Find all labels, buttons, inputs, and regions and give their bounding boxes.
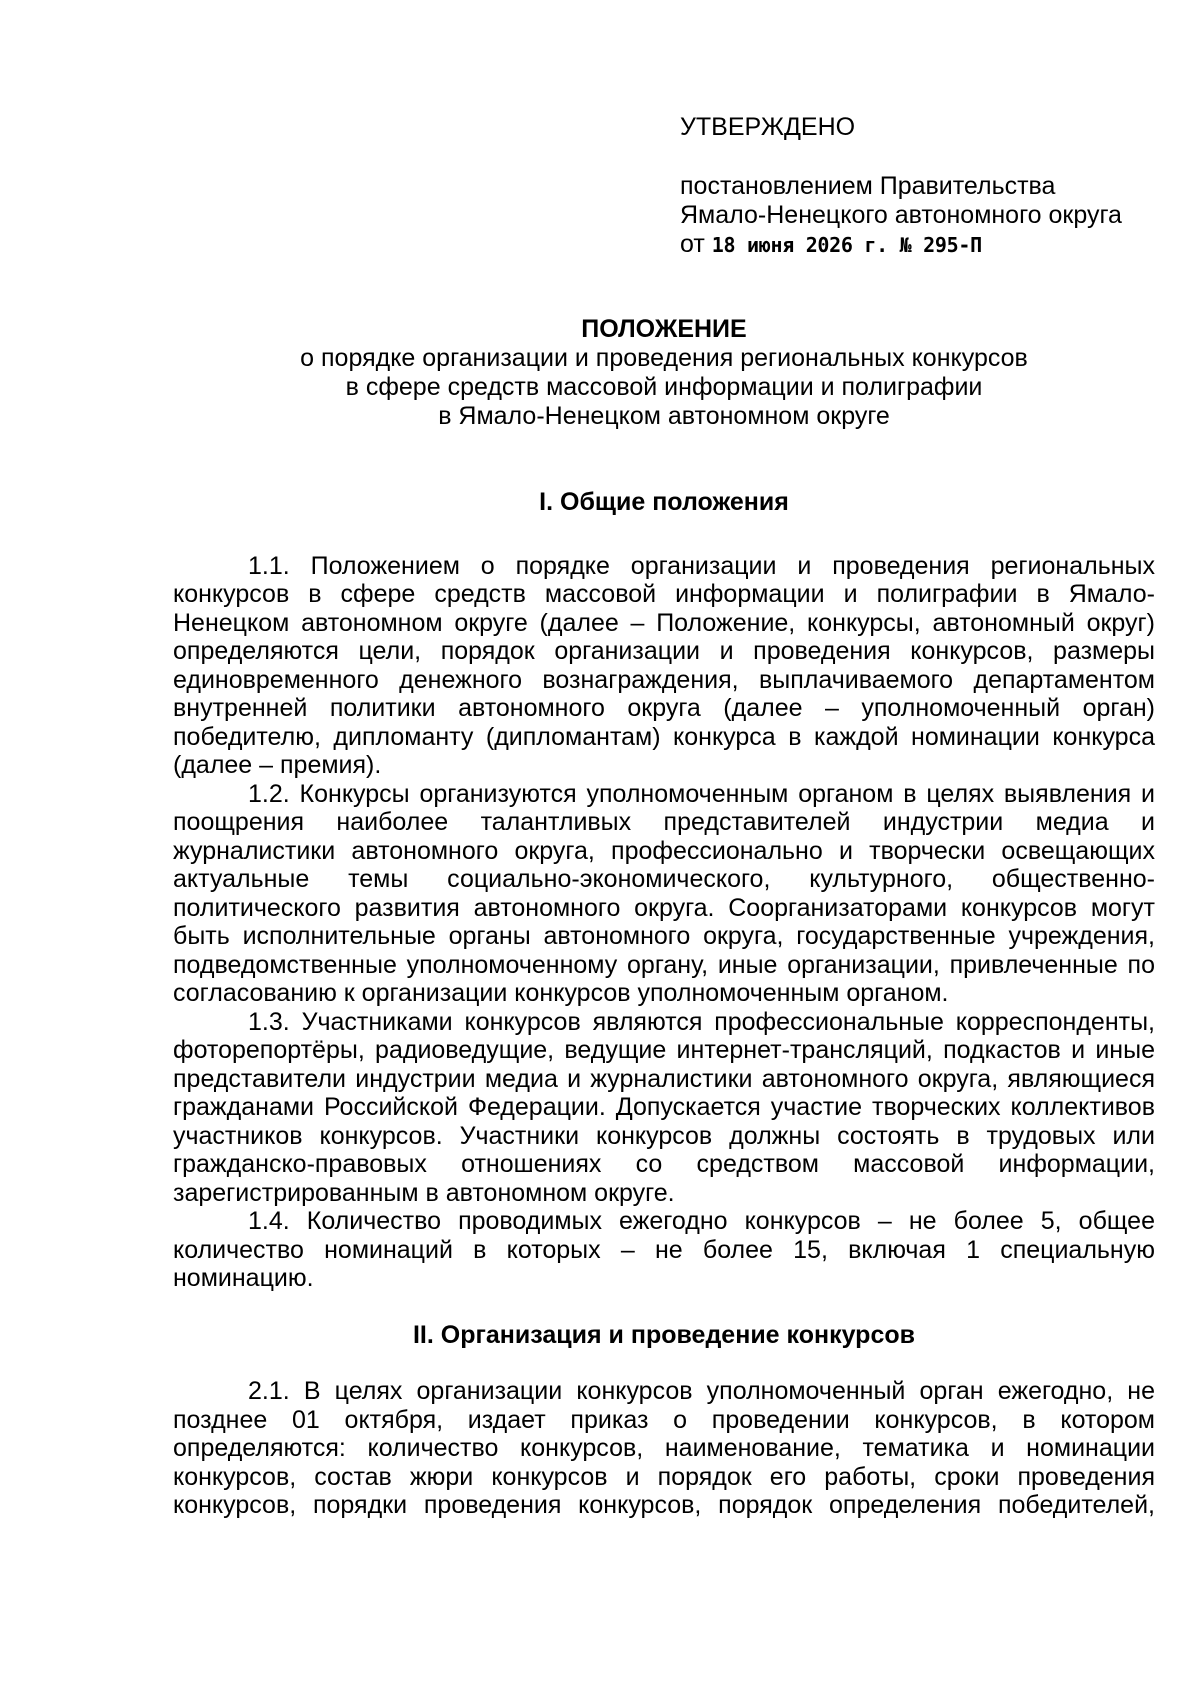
document-title: ПОЛОЖЕНИЕ — [581, 315, 747, 343]
paragraph-1-3 — [173, 1008, 1155, 1208]
approval-line-1: постановлением Правительства — [680, 172, 1056, 200]
paragraph-1-4 — [173, 1207, 1155, 1293]
paragraph-number: 1.3. — [248, 1007, 290, 1036]
paragraph-text: Участниками конкурсов являются профессиональные корреспонденты, фоторепортёры, радиоведущие, ведущие интернет-трансляций, подкастов и иные представители индустрии медиа и журналистики автономного округа, являющиеся гражданами Российской Федерации. Допускается участие творческих коллективов участников конкурсов. Участники конкурсов должны состоять в трудовых или гражданско-правовых отношениях со средством массовой информации, зарегистрированным в автономном округе. — [173, 1007, 1155, 1207]
paragraph-number: 2.1. — [248, 1377, 290, 1405]
document-title-block — [173, 315, 1155, 431]
approval-stamp — [680, 113, 1122, 260]
paragraph-1-1 — [173, 552, 1155, 780]
approval-date-line — [680, 230, 1122, 260]
paragraph-1-2 — [173, 780, 1155, 1008]
approval-date-number: 18 июня 2026 г. № 295-П — [711, 233, 982, 257]
paragraph-number: 1.2. — [248, 779, 290, 808]
paragraph-number: 1.4. — [248, 1207, 290, 1235]
document-subtitle-line-3: в Ямало-Ненецком автономном округе — [438, 402, 890, 430]
document-body — [173, 488, 1155, 1520]
document-subtitle-line-1: о порядке организации и проведения региональных конкурсов — [300, 344, 1028, 372]
paragraph-text: В целях организации конкурсов уполномоченный орган ежегодно, не позднее 01 октября, издает приказ о проведении конкурсов, в котором определяются: количество конкурсов, наименование, тематика и номинации конкурсов, состав жюри конкурсов и порядок его работы, сроки проведения конкурсов, порядки проведения конкурсов, порядок определения победителей, — [173, 1377, 1155, 1519]
section-2-heading: II. Организация и проведение конкурсов — [412, 1320, 915, 1349]
approval-from-prefix: от — [680, 230, 705, 258]
section-1-heading: I. Общие положения — [539, 488, 789, 516]
approved-label: УТВЕРЖДЕНО — [680, 113, 856, 141]
paragraph-text: Конкурсы организуются уполномоченным органом в целях выявления и поощрения наиболее талантливых представителей индустрии медиа и журналистики автономного округа, профессионально и творчески освещающих актуальные темы социально-экономического, культурного, общественно-политического развития автономного округа. Соорганизаторами конкурсов могут быть исполнительные органы автономного округа, государственные учреждения, подведомственные уполномоченному органу, иные организации, привлеченные по согласованию к организации конкурсов уполномоченным органом. — [173, 779, 1155, 1007]
document-subtitle-line-2: в сфере средств массовой информации и полиграфии — [345, 373, 983, 401]
paragraph-2-1 — [173, 1377, 1155, 1520]
paragraph-text: Количество проводимых ежегодно конкурсов – не более 5, общее количество номинаций в которых – не более 15, включая 1 специальную номинацию. — [173, 1207, 1155, 1292]
approval-line-2: Ямало-Ненецкого автономного округа — [680, 201, 1122, 229]
paragraph-number: 1.1. — [248, 551, 290, 580]
paragraph-text: Положением о порядке организации и проведения региональных конкурсов в сфере средств массовой информации и полиграфии в Ямало-Ненецком автономном округе (далее – Положение, конкурсы, автономный округ) определяются цели, порядок организации и проведения конкурсов, размеры единовременного денежного вознаграждения, выплачиваемого департаментом внутренней политики автономного округа (далее – уполномоченный орган) победителю, дипломанту (дипломантам) конкурса в каждой номинации конкурса (далее – премия). — [173, 551, 1156, 779]
